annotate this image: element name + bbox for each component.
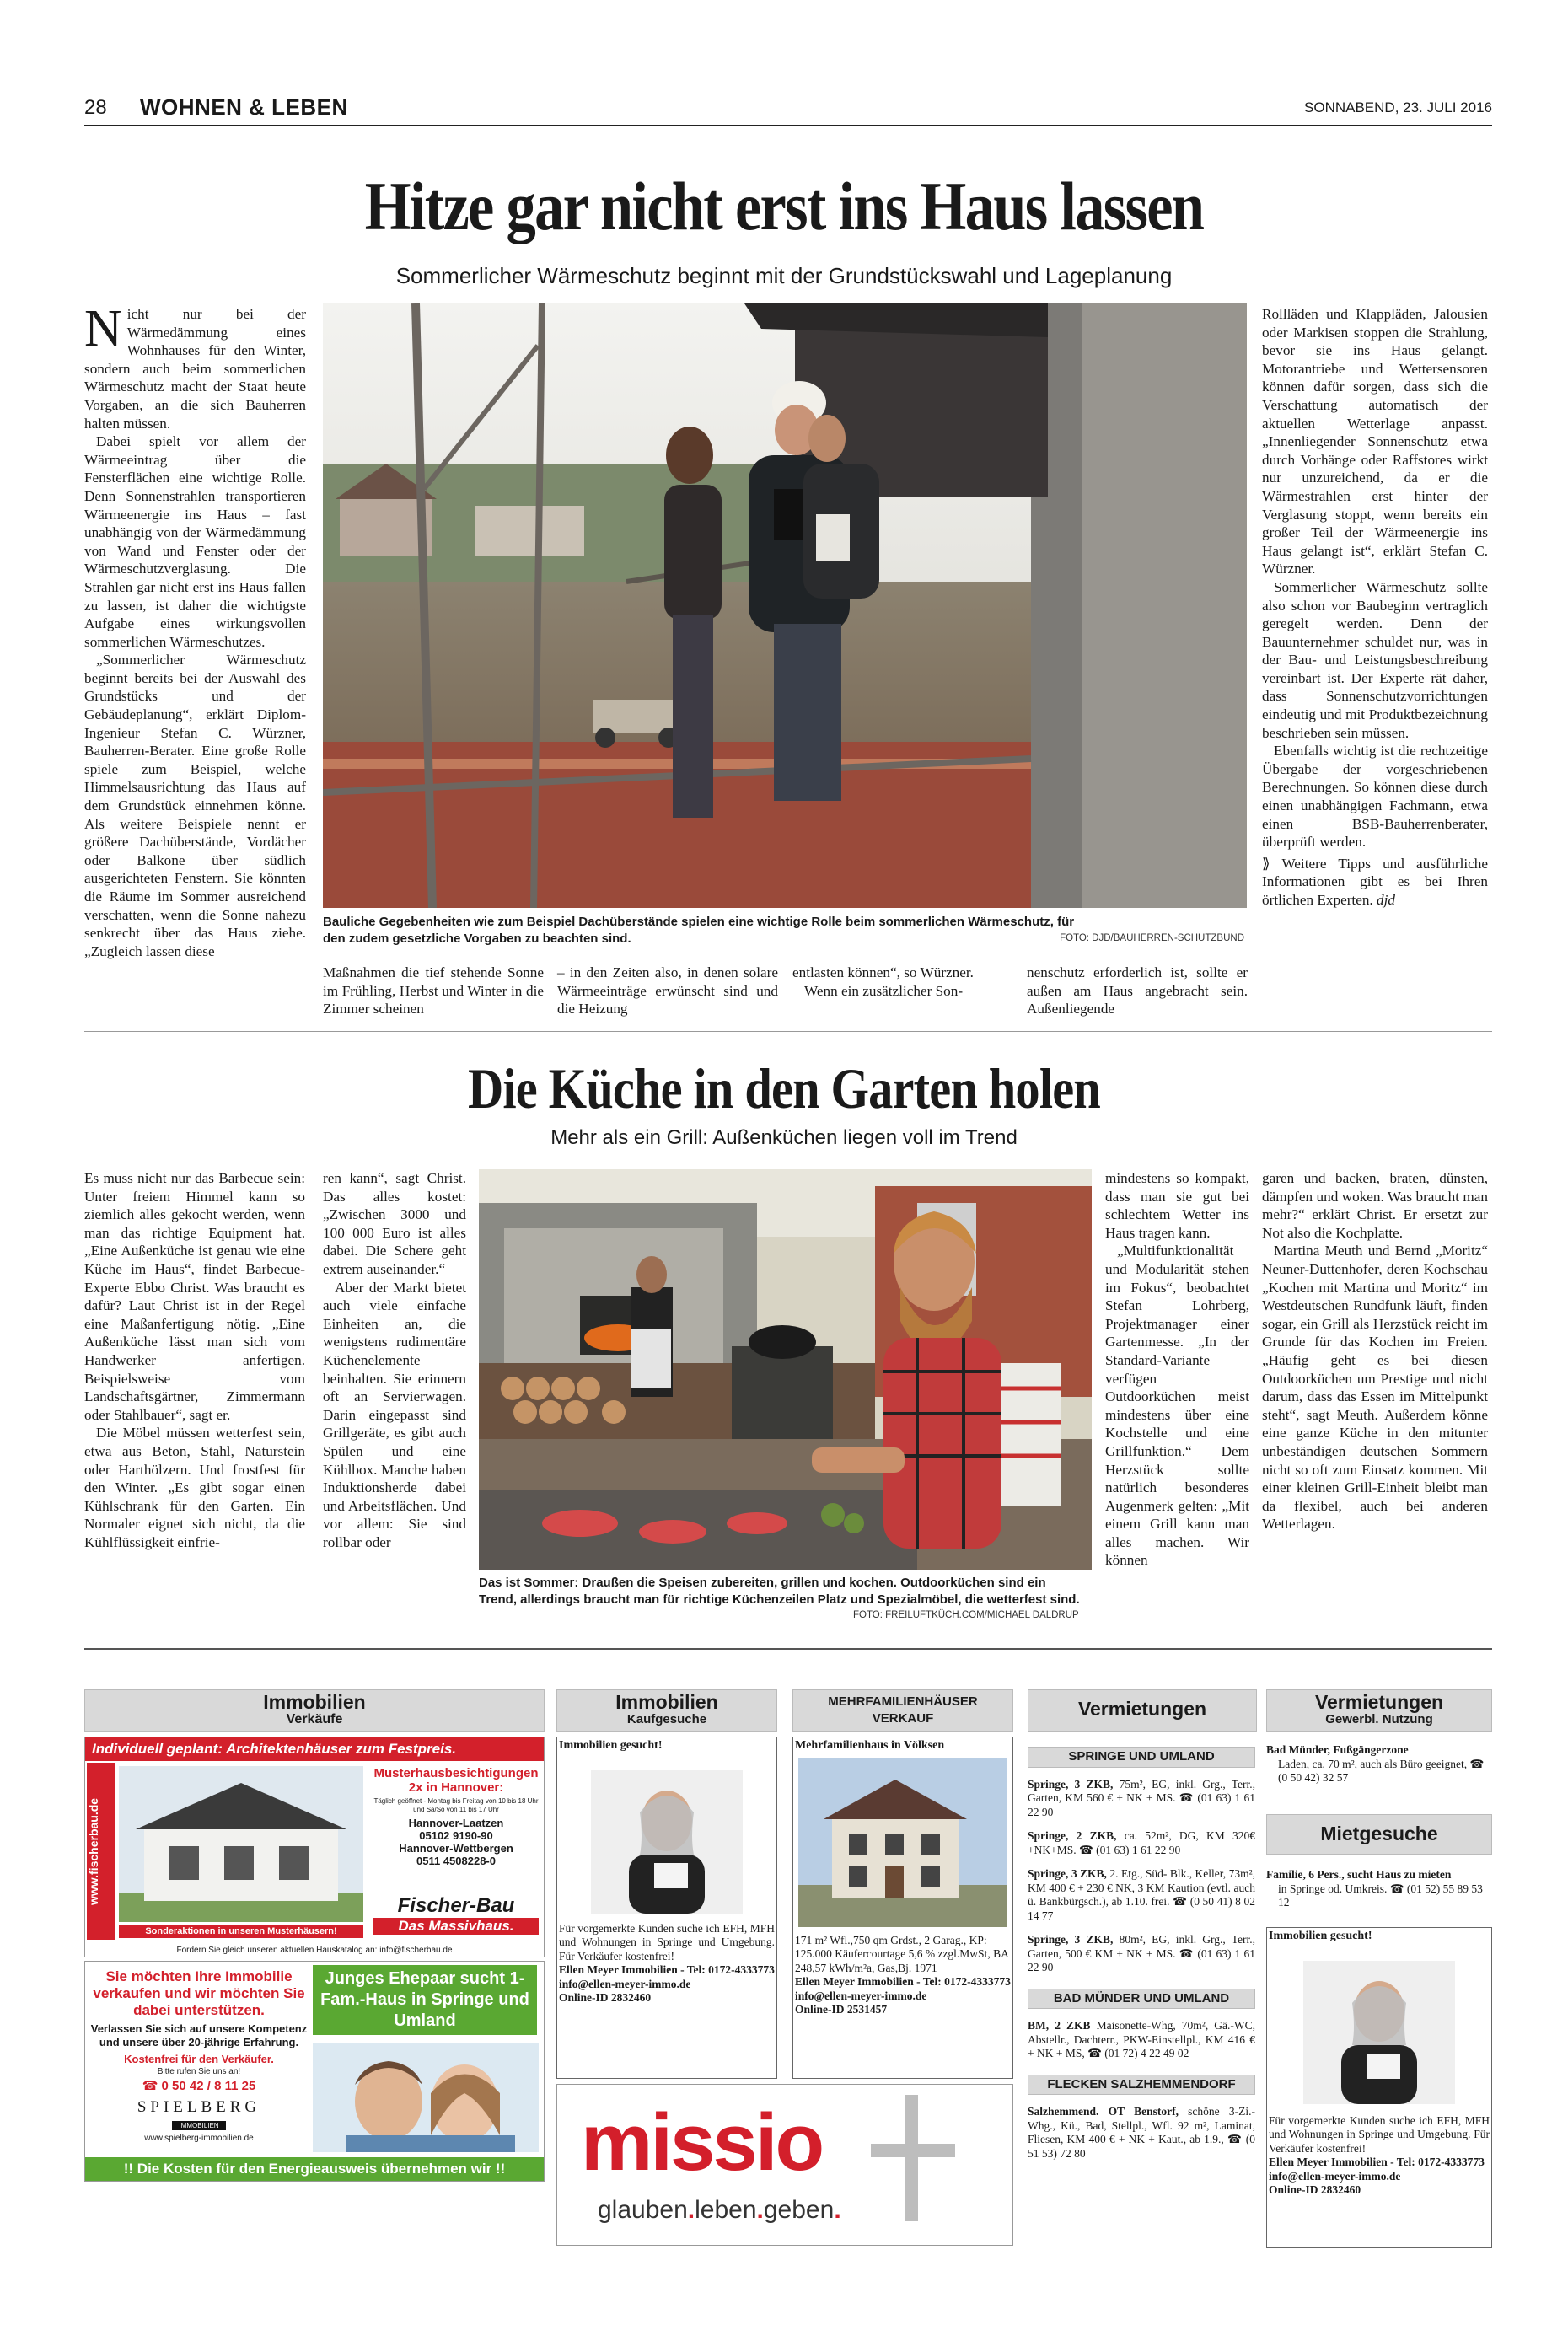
fischer-location-2: Hannover-Wettbergen <box>399 1842 513 1855</box>
spielberg-phone: ☎ 0 50 42 / 8 11 25 <box>142 2079 256 2093</box>
mehrfamilienhaus-ad[interactable] <box>792 1737 1013 2079</box>
mehrfamilienhaus-photo <box>798 1758 1007 1927</box>
listing-text: Maisonette-Whg, 70m², Gä.-WC, Abstellr., Dachterr., PKW-Einstellpl., KM 416 € + NK + MS, ☎ (01 72) 4 22 49 02 <box>1028 2019 1256 2059</box>
article2-column-5 <box>1105 1169 1249 1570</box>
ad-text: Für vorgemerkte Kunden suche ich EFH, MFH und Wohnungen in Springe und Umgebung. <box>1269 2113 1490 2140</box>
header-rule <box>84 125 1492 126</box>
ad-header-title: Immobilien <box>263 1691 366 1713</box>
ad-header-immobilien-verkaeufe <box>84 1689 545 1732</box>
article2-paragraph: Es muss nicht nur das Barbecue sein: Unter freiem Himmel kann so ziemlich alles gekocht werden, wenn man das richtige Equipment hat. „Eine Außenküche ist genau wie eine Küche im Haus“, findet Barbecue-Experte Ebbo Christ. Was braucht es dafür? Laut Christ ist in der Regel eine Maßanfertigung nötig. „Eine Außenküche lässt man sich vom Handwerker anfertigen. Beispielsweise vom Landschaftsgärtner, Zimmermann oder Stahlbauer“, sagt er. <box>84 1170 305 1423</box>
listing-title: BM, 2 ZKB <box>1028 2019 1091 2032</box>
ad-header-gewerbl <box>1266 1689 1492 1732</box>
listing-title: Springe, 3 ZKB, <box>1028 1867 1107 1880</box>
article1-subheadline: Sommerlicher Wärmeschutz beginnt mit der Grundstückswahl und Lageplanung <box>395 263 1173 288</box>
listing-text: Laden, ca. 70 m², auch als Büro geeignet, ☎ (0 50 42) 32 57 <box>1278 1757 1485 1784</box>
article2-paragraph: „Multifunktionalität und Modularität stehen im Fokus“, beobachtet Stefan Lohrberg, Projektmanager einer Gartenmesse. „In der Standard-Variante verfügen Outdoorküchen meist mindestens über eine Kochstelle und eine Grillfunktion.“ Dem Herzstück sollte natürlich besonderes Augenmerk gelten: „Mit einem Grill kann man alles machen. Wir können <box>1105 1243 1249 1569</box>
ad-online-id: Online-ID 2832460 <box>559 1991 652 2004</box>
ad-header-title: Immobilien <box>615 1691 718 1713</box>
gewerbl-listing[interactable] <box>1266 1743 1490 1785</box>
listing-text: schöne 3-Zi.-Whg., Kü., Bad, Stellpl., Wfl. 92 m², Laminat, Fliesen, KM 400 € + NK + Kaut., ab 1.9., ☎ (0 51 53) 72 80 <box>1028 2105 1255 2160</box>
article2-paragraph: garen und backen, braten, dünsten, dämpfen und woken. Was braucht man mehr?“ erklärt Christ. Er ersetzt zur Not also die Kochplatte. <box>1262 1170 1488 1241</box>
spielberg-energy-banner: !! Die Kosten für den Energieausweis übernehmen wir !! <box>85 2157 544 2181</box>
spielberg-logo-sub: IMMOBILIEN <box>172 2121 225 2130</box>
ad-header-title: Mietgesuche <box>1320 1823 1438 1844</box>
listing-title: Familie, 6 Pers., sucht Haus zu mieten <box>1266 1868 1452 1881</box>
listing-item[interactable] <box>1028 1933 1255 1975</box>
article1-paragraph: Rollläden und Klappläden, Jalousien oder Markisen stoppen die Strahlung, bevor sie ins Haus gelangt. Motorantriebe und Wettersensoren können dafür sorgen, dass sich die Verschattung automatisch der aktuellen Wetterlage anpasst. „Innenliegender Sonnenschutz etwa durch Vorhänge oder Raffstores wirkt nur unzureichend, da er die Wärmestrahlen erst hinter der Verglasung stoppt, wenn bereits ein großer Teil der Wärmeenergie ins Haus gelangt ist“, erklärt Stefan C. Würzner. <box>1262 306 1488 577</box>
listing-title: Bad Münder, Fußgängerzone <box>1266 1743 1409 1756</box>
listing-item[interactable] <box>1028 2105 1255 2161</box>
article1-photo-credit: FOTO: DJD/BAUHERREN-SCHUTZBUND <box>1060 933 1244 943</box>
listing-text: 75m², EG, inkl. Grg., Terr., Garten, KM 560 € + NK + MS. ☎ (01 63) 1 61 22 90 <box>1028 1777 1255 1818</box>
fischer-house-image <box>119 1766 363 1922</box>
fischer-slogan: Das Massivhaus. <box>373 1918 539 1935</box>
page-date: SONNABEND, 23. JULI 2016 <box>1304 99 1492 115</box>
missio-tagline-leben: leben <box>695 2196 757 2224</box>
article1-column-6 <box>1262 305 1488 910</box>
listing-text: ca. 52m², DG, KM 320€+NK+MS. ☎ (01 63) 1 61 22 90 <box>1028 1829 1255 1856</box>
article1-paragraph: – in den Zeiten also, in denen solare Wärmeeinträge erwünscht sind und die Heizung <box>557 964 778 1017</box>
ad-email[interactable]: info@ellen-meyer-immo.de <box>1269 2169 1401 2183</box>
spielberg-experience: Verlassen Sie sich auf unsere Kompetenz und unsere über 20-jährige Erfahrung. <box>90 2022 308 2048</box>
article1-dropcap: N <box>84 300 122 357</box>
missio-tagline-geben: geben <box>763 2196 835 2224</box>
ad-text-free: Für Verkäufer kostenfrei! <box>1269 2128 1490 2155</box>
article1-paragraph: Maßnahmen die tief stehende Sonne im Frühling, Herbst und Winter in die Zimmer scheinen <box>323 964 544 1017</box>
ad-title: Mehrfamilienhaus in Völksen <box>795 1739 945 1752</box>
ad-header-title: MEHRFAMILIENHÄUSER VERKAUF <box>828 1694 978 1726</box>
fischer-banner: Individuell geplant: Architektenhäuser zum Festpreis. <box>85 1737 544 1761</box>
fischer-footer: Fordern Sie gleich unseren aktuellen Hauskatalog an: info@fischerbau.de <box>176 1946 453 1955</box>
ad-text: 171 m² Wfl.,750 qm Grdst., 2 Garag., KP: 125.000 Käufercourtage 5,6 % zzgl.MwSt, BA 248,57 kWh/m²a, Gas,Bj. 1971 <box>795 1933 1009 1974</box>
listing-item[interactable] <box>1028 2019 1255 2061</box>
fischer-phone-1: 05102 9190-90 <box>419 1829 493 1842</box>
listing-text: 80m², EG, inkl. Grg., Terr., Garten, 500 € KM + NK + MS. ☎ (01 63) 1 61 22 90 <box>1028 1933 1255 1973</box>
ad-header-kaufgesuche <box>556 1689 777 1732</box>
listing-title: Salzhemmend. OT Benstorf, <box>1028 2105 1179 2118</box>
immobilien-gesucht-ad[interactable] <box>556 1737 777 2079</box>
ad-contact: Ellen Meyer Immobilien - Tel: 0172-4333773 <box>795 1975 1011 1988</box>
mietgesuch-listing[interactable] <box>1266 1868 1490 1910</box>
article1-info-tip: ⟫ Weitere Tipps und ausführliche Informationen gibt es bei Ihren örtlichen Experten. <box>1262 855 1488 908</box>
page-number: 28 <box>84 96 107 119</box>
construction-photo-image <box>323 303 1247 908</box>
listing-item[interactable] <box>1028 1867 1255 1923</box>
ad-contact: Ellen Meyer Immobilien - Tel: 0172-4333773 <box>1269 2156 1485 2168</box>
article2-photo-caption: Das ist Sommer: Draußen die Speisen zubereiten, grillen und kochen. Outdoorküchen sind ein Trend, allerdings braucht man für richtige Küchenzeilen Platz und Spezialmöbel, die wetterfest sind. <box>479 1576 1080 1607</box>
ads-divider <box>84 1648 1492 1650</box>
article2-paragraph: Die Möbel müssen wetterfest sein, etwa aus Beton, Stahl, Naturstein oder Harthölzern. Und frostfest für den Winter. „Es gibt sogar einen Kühlschrank für den Garten. Ein Normaler eignet sich nicht, da die Kühlflüssigkeit einfrie- <box>84 1425 305 1550</box>
ad-text: Für vorgemerkte Kunden suche ich EFH, MFH und Wohnungen in Springe und Umgebung. <box>559 1921 775 1948</box>
ad-header-subtitle: Gewerbl. Nutzung <box>1325 1712 1433 1726</box>
ad-email[interactable]: info@ellen-meyer-immo.de <box>559 1977 691 1990</box>
article1-paragraph: Wenn ein zusätzlicher Son- <box>804 982 964 999</box>
immobilien-gesucht-ad-2[interactable] <box>1266 1927 1492 2248</box>
ad-email[interactable]: info@ellen-meyer-immo.de <box>795 1989 927 2002</box>
article1-column-4 <box>792 964 1013 1000</box>
listing-text: 2. Etg., Süd- Blk., Keller, 73m², KM 400 € + 230 € NK, 3 KM Kaution (evtl. auch ü. Bankbürgsch.), ab 1.10. frei. ☎ (0 50 41) 8 02 14 77 <box>1028 1867 1255 1922</box>
article2-column-6 <box>1262 1169 1488 1533</box>
article1-signature: djd <box>1377 892 1395 908</box>
article1-column-3 <box>557 964 778 1018</box>
article1-column-5 <box>1027 964 1248 1018</box>
outdoor-kitchen-photo-image <box>479 1169 1092 1570</box>
article1-paragraph: Ebenfalls wichtig ist die rechtzeitige Übergabe der vorgeschriebenen Berechnungen. So können diese durch einen unabhängigen Fachmann, etwa einen BSB-Bauherrenberater, überprüft werden. <box>1262 743 1488 851</box>
agent-photo <box>591 1770 743 1914</box>
couple-image <box>313 2043 539 2152</box>
article2-headline: Die Küche in den Garten holen <box>468 1056 1100 1120</box>
article2-paragraph: Martina Meuth und Bernd „Moritz“ Neuner-Duttenhofer, deren Kochschau „Kochen mit Martina und Moritz“ im Westdeutschen Rundfunk läuft, finden sogar, ein Grill als Herzstück reicht im Grunde für das Kochen im Freien. „Häufig geht es bei diesen Outdoorküchen um Prestige und nicht darum, dass das Essen im Mittelpunkt steht“, sagt Meuth. Außerdem könne eine ganze Küche in den mitunter unbeständigen deutschen Sommern nicht so oft zum Einsatz kommen. Mit einer kleinen Grill-Einheit bleibt man da flexibel, auch bei anderen Wetterlagen. <box>1262 1243 1488 1533</box>
agent-photo <box>1303 1961 1455 2104</box>
article-divider <box>84 1031 1492 1032</box>
listing-title: Springe, 3 ZKB, <box>1028 1777 1114 1791</box>
missio-tagline-glauben: glauben <box>598 2196 688 2224</box>
article2-paragraph: Aber der Markt bietet auch viele einfache Einheiten an, die wenigstens rudimentäre Küchenelemente beinhalten. Sie erinnern oft an Servierwagen. Darin eingepasst sind Grillgeräte, es gibt auch Spülen und eine Kühlbox. Manche haben Induktionsherde dabei und Arbeitsflächen. Und vor allem: Sie sind rollbar oder <box>323 1279 466 1550</box>
fischer-sonderaktion: Sonderaktionen in unseren Musterhäusern! <box>119 1925 363 1938</box>
fischer-website: www.fischerbau.de <box>87 1763 115 1940</box>
ad-online-id: Online-ID 2531457 <box>795 2003 888 2016</box>
missio-ad[interactable] <box>556 2084 1013 2246</box>
listing-text: in Springe od. Umkreis. ☎ (01 52) 55 89 53 12 <box>1278 1882 1483 1909</box>
section-title: WOHNEN & LEBEN <box>140 94 348 120</box>
fischer-phone-2: 0511 4508228-0 <box>416 1855 496 1867</box>
ad-header-subtitle: Verkäufe <box>286 1712 343 1726</box>
spielberg-headline: Sie möchten Ihre Immobilie verkaufen und wir möchten Sie dabei unterstützen. <box>93 1968 305 2018</box>
article2-column-1 <box>84 1169 305 1551</box>
article1-column-2 <box>323 964 544 1018</box>
fischer-musterhaus: Musterhausbesichtigungen 2x in Hannover: <box>373 1766 539 1795</box>
missio-tagline: glauben.leben.geben. <box>598 2196 841 2224</box>
article1-paragraph: Sommerlicher Wärmeschutz sollte also schon vor Baubeginn vertraglich geregelt werden. Denn der Bauunternehmer schuldet nur, was in der Bau- und Leistungsbeschreibung vereinbart ist. Der Experte rät daher, dass Sonnenschutzvorrichtungen eindeutig und mit Produktbezeichnung beschrieben sein müssen. <box>1262 578 1488 741</box>
listing-region-salzhemmendorf: FLECKEN SALZHEMMENDORF <box>1028 2075 1255 2096</box>
article2-photo-credit: FOTO: FREILUFTKÜCH.COM/MICHAEL DALDRUP <box>853 1610 1079 1620</box>
listing-title: Springe, 3 ZKB, <box>1028 1933 1114 1946</box>
ad-text-free: Für Verkäufer kostenfrei! <box>559 1949 674 1962</box>
missio-cross-icon <box>871 2095 955 2221</box>
ad-header-mehrfamilienhaeuser <box>792 1689 1013 1732</box>
fischer-logo: Fischer-Bau <box>397 1894 515 1917</box>
article1-paragraph: Dabei spielt vor allem der Wärmeeintrag über die Fensterflächen eine wichtige Rolle. Denn Sonnenstrahlen transportieren Wärmeenergie ins Haus – fast unabhängig von der Wärmedämmung von Wand und Fenster oder der Wärmeschutzverglasung. Die Strahlen gar nicht erst ins Haus fallen zu lassen, ist daher die wichtigste Aufgabe eines wirkungsvollen sommerlichen Wärmeschutzes. <box>84 433 306 650</box>
article1-paragraph: entlasten können“, so Würzner. <box>792 964 974 980</box>
ad-title: Immobilien gesucht! <box>559 1739 663 1752</box>
article1-headline: Hitze gar nicht erst ins Haus lassen <box>364 168 1204 244</box>
ad-contact: Ellen Meyer Immobilien - Tel: 0172-4333773 <box>559 1963 775 1976</box>
fischer-location-1: Hannover-Laatzen <box>408 1817 504 1829</box>
fischer-hours: Täglich geöffnet - Montag bis Freitag von 10 bis 18 Uhr und Sa/So von 11 bis 17 Uhr <box>373 1797 539 1813</box>
fischer-bau-ad[interactable] <box>84 1737 545 1957</box>
article2-paragraph: mindestens so kompakt, dass man sie gut bei schlechtem Wetter ins Haus tragen kann. <box>1105 1170 1249 1241</box>
ad-online-id: Online-ID 2832460 <box>1269 2183 1361 2196</box>
ad-header-mietgesuche <box>1266 1814 1492 1855</box>
article1-paragraph: „Sommerlicher Wärmeschutz beginnt bereits bei der Auswahl des Grundstücks und der Gebäudeplanung“, erklärt Diplom-Ingenieur Stefan C. Würzner, Bauherren-Berater. Eine große Rolle spiele zum Beispiel, welche Himmelsausrichtung das Haus auf dem Grundstück einnehmen könne. Als weitere Beispiele nennt er größere Dachüberstände, Vordächer oder Balkone über südlich ausgerichteten Fenstern. Sie könnten die Räume im Sommer ausreichend verschatten, wenn die Sonne nahezu senkrecht über das Haus ziehe. „Zugleich lassen diese <box>84 652 306 959</box>
listing-region-springe: SPRINGE UND UMLAND <box>1028 1747 1255 1768</box>
ad-header-title: Vermietungen <box>1314 1691 1444 1713</box>
listing-title: Springe, 2 ZKB, <box>1028 1829 1117 1842</box>
missio-logo: missio <box>581 2097 823 2188</box>
article2-subheadline: Mehr als ein Grill: Außenküchen liegen voll im Trend <box>550 1126 1018 1149</box>
spielberg-ad[interactable] <box>84 1961 545 2182</box>
listing-item[interactable] <box>1028 1829 1255 1857</box>
spielberg-free: Kostenfrei für den Verkäufer. <box>124 2053 274 2065</box>
listing-region-bad-muender: BAD MÜNDER UND UMLAND <box>1028 1989 1255 2010</box>
spielberg-wanted: Junges Ehepaar sucht 1-Fam.-Haus in Springe und Umland <box>313 1965 537 2035</box>
article2-column-2 <box>323 1169 466 1551</box>
ad-title: Immobilien gesucht! <box>1269 1930 1372 1942</box>
spielberg-call: Bitte rufen Sie uns an! <box>157 2067 241 2076</box>
vermietungen-listings <box>1028 1747 1255 2161</box>
ad-header-subtitle: Kaufgesuche <box>626 1712 707 1726</box>
outdoor-kitchen-photo <box>479 1169 1092 1570</box>
article1-photo-caption: Bauliche Gegebenheiten wie zum Beispiel Dachüberstände spielen eine wichtige Rolle beim sommerlichen Wärmeschutz, für den zudem gesetzliche Vorgaben zu beachten sind. <box>323 915 1075 946</box>
spielberg-website: www.spielberg-immobilien.de <box>144 2134 254 2143</box>
spielberg-logo: SPIELBERG <box>137 2098 261 2116</box>
listing-item[interactable] <box>1028 1778 1255 1820</box>
article1-column-1 <box>84 300 306 960</box>
article1-intro: icht nur bei der Wärmedämmung eines Wohnhauses für den Winter, sondern auch beim sommerlichen Wärmeschutz macht der Staat heute Vorgaben, an die sich Bauherren halten müssen. <box>84 306 306 432</box>
construction-photo <box>323 303 1247 908</box>
ad-header-vermietungen <box>1028 1689 1257 1732</box>
ad-header-title: Vermietungen <box>1077 1698 1207 1720</box>
article1-paragraph: nenschutz erforderlich ist, sollte er außen am Haus angebracht sein. Außenliegende <box>1027 964 1248 1017</box>
article2-paragraph: ren kann“, sagt Christ. Das alles kostet: „Zwischen 3000 und 100 000 Euro ist alles dabei. Die Schere geht extrem auseinander.“ <box>323 1170 466 1277</box>
